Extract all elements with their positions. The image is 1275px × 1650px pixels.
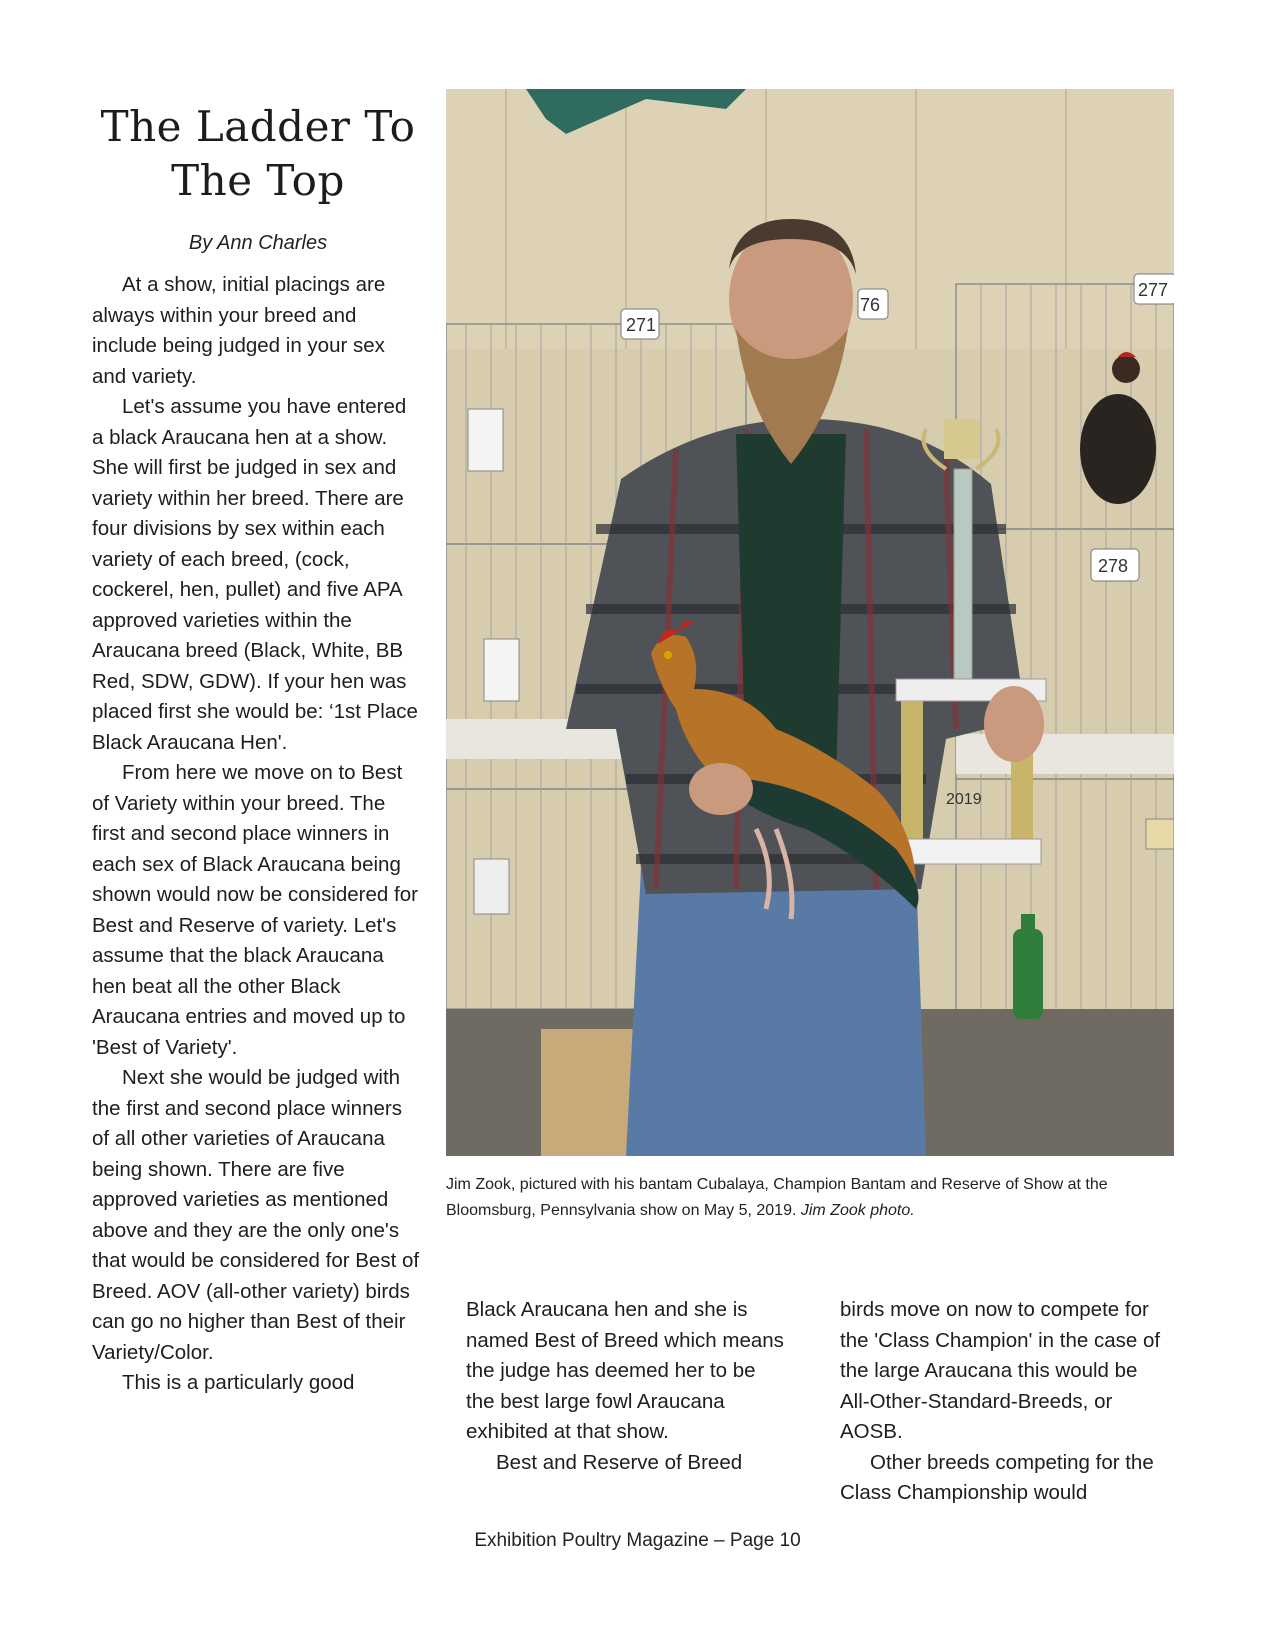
title-line-1: The Ladder To: [100, 102, 416, 151]
right-column: [840, 1295, 1170, 1509]
article-title: [88, 100, 428, 208]
cage-tag-277: 277: [1138, 280, 1169, 300]
left-column: [92, 270, 422, 1399]
photo-caption: [446, 1172, 1174, 1224]
paragraph: This is a particularly good: [122, 1371, 355, 1394]
paragraph: At a show, initial placings are always within your breed and include being judged in your sex and variety.: [92, 273, 386, 388]
middle-column: [466, 1295, 788, 1478]
page-footer: Exhibition Poultry Magazine – Page 10: [474, 1530, 801, 1551]
paragraph: Next she would be judged with the first and second place winners of all other varieties of Araucana being shown. There are five approved varieties as mentioned above and they are the only one's that would be considered for Best of Breed. AOV (all-other variety) birds can go no higher than Best of their Variety/Color.: [92, 1066, 420, 1364]
caption-text: Jim Zook, pictured with his bantam Cubalaya, Champion Bantam and Reserve of Show at the Bloomsburg, Pennsylvania show on May 5, 2019.: [446, 1176, 1108, 1219]
paragraph: Let's assume you have entered a black Araucana hen at a show. She will first be judged in sex and variety within her breed. There are four divisions by sex within each variety of each breed, (cock, cockerel, hen, pullet) and five APA approved varieties within the Araucana breed (Black, White, BB Red, SDW, GDW). If your hen was placed first she would be: ‘1st Place Black Araucana Hen'.: [92, 395, 418, 754]
trophy-year: 2019: [946, 791, 982, 808]
cage-tag-276: 76: [860, 295, 881, 315]
paragraph: Best and Reserve of Breed: [496, 1450, 743, 1474]
byline: By Ann Charles: [188, 232, 328, 254]
cage-tag-271: 271: [626, 315, 657, 335]
photo-jim-zook-with-rooster: [446, 89, 1174, 1156]
paragraph: birds move on now to compete for the 'Class Champion' in the case of the large Araucana this would be All-Other-Standard-Breeds, or AOSB.: [840, 1298, 1161, 1443]
paragraph: Other breeds competing for the Class Championship would: [840, 1450, 1154, 1504]
cage-tag-278: 278: [1098, 556, 1129, 576]
paragraph: Black Araucana hen and she is named Best of Breed which means the judge has deemed her to be the best large fowl Araucana exhibited at that show.: [466, 1298, 784, 1443]
paragraph: From here we move on to Best of Variety within your breed. The first and second place winners in each sex of Black Araucana being shown would now be considered for Best and Reserve of variety. Let's assume that the black Araucana hen beat all the other Black Araucana entries and moved up to 'Best of Variety'.: [92, 761, 418, 1059]
caption-credit: Jim Zook photo.: [800, 1202, 915, 1219]
title-line-2: The Top: [171, 156, 345, 205]
